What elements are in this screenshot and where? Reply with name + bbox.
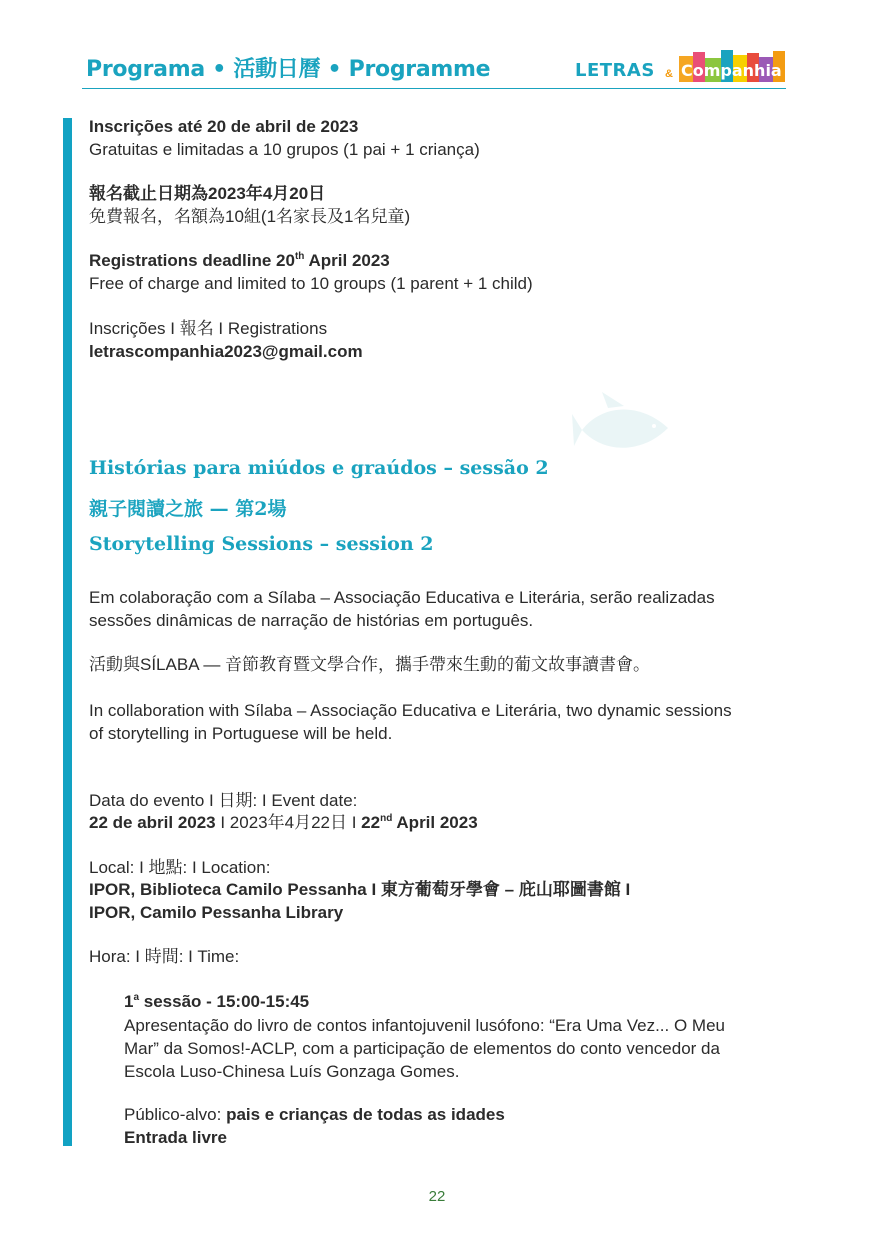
section-title-en: Storytelling Sessions – session 2 bbox=[89, 533, 434, 555]
logo-letras-text: LETRAS bbox=[575, 60, 655, 81]
description-pt: Em colaboração com a Sílaba – Associação Educativa e Literária, serão realizadas sessões dinâmicas de narração de histórias em português. bbox=[89, 588, 715, 630]
event-location-line2: IPOR, Camilo Pessanha Library bbox=[89, 903, 344, 922]
event-time-label: Hora: I 時間: I Time: bbox=[89, 947, 240, 966]
letras-companhia-logo bbox=[575, 50, 787, 84]
header-divider bbox=[82, 88, 786, 89]
event-location-label: Local: I 地點: I Location: bbox=[89, 858, 271, 877]
registration-info-en: Free of charge and limited to 10 groups (1 parent + 1 child) bbox=[89, 274, 533, 293]
description-zh: 活動與SÍLABA — 音節教育暨文學合作，攜手帶來生動的葡文故事讀書會。 bbox=[89, 655, 651, 674]
page-title: Programa • 活動日曆 • Programme bbox=[86, 57, 491, 82]
registration-info-zh: 免費報名，名額為10組(1名家長及1名兒童) bbox=[89, 207, 411, 226]
left-accent-bar bbox=[63, 118, 72, 1146]
session-description: Apresentação do livro de contos infantojuvenil lusófono: “Era Uma Vez... O Meu Mar” da Somos!-ACLP, com a participação de elementos do conto vencedor da Escola Luso-Chinesa Luís Gonzaga Gomes. bbox=[124, 1016, 725, 1081]
page-number: 22 bbox=[428, 1188, 446, 1205]
registration-info-pt: Gratuitas e limitadas a 10 grupos (1 pai + 1 criança) bbox=[89, 140, 480, 159]
session-title: 1$^a$ sessão - 15:00-15:45 bbox=[124, 992, 310, 1011]
registration-contact-label: Inscrições I 報名 I Registrations bbox=[89, 319, 328, 338]
session-audience: Público-alvo: pais e crianças de todas as idades bbox=[124, 1105, 505, 1124]
registration-deadline-pt: Inscrições até 20 de abril de 2023 bbox=[89, 117, 359, 136]
registration-email-link[interactable]: letrascompanhia2023@gmail.com bbox=[89, 342, 363, 361]
section-title-pt: Histórias para miúdos e graúdos – sessão 2 bbox=[89, 457, 549, 479]
section-title-zh: 親子閱讀之旅 — 第2場 bbox=[89, 498, 287, 520]
fish-icon bbox=[572, 390, 676, 470]
logo-companhia-text: Companhia bbox=[681, 61, 782, 80]
registration-deadline-en: Registrations deadline 20th April 2023 bbox=[89, 251, 390, 270]
session-entry: Entrada livre bbox=[124, 1128, 227, 1147]
event-date-value: 22 de abril 2023 I 2023年4月22日 I 22nd April 2023 bbox=[89, 813, 478, 832]
registration-deadline-zh: 報名截止日期為2023年4月20日 bbox=[89, 184, 326, 203]
event-date-label: Data do evento I 日期: I Event date: bbox=[89, 791, 358, 810]
logo-ampersand: & bbox=[665, 68, 673, 80]
event-location-line1: IPOR, Biblioteca Camilo Pessanha I 東方葡萄牙學會 – 庇山耶圖書館 I bbox=[89, 880, 631, 899]
description-en: In collaboration with Sílaba – Associação Educativa e Literária, two dynamic sessions of storytelling in Portuguese will be held. bbox=[89, 701, 732, 743]
